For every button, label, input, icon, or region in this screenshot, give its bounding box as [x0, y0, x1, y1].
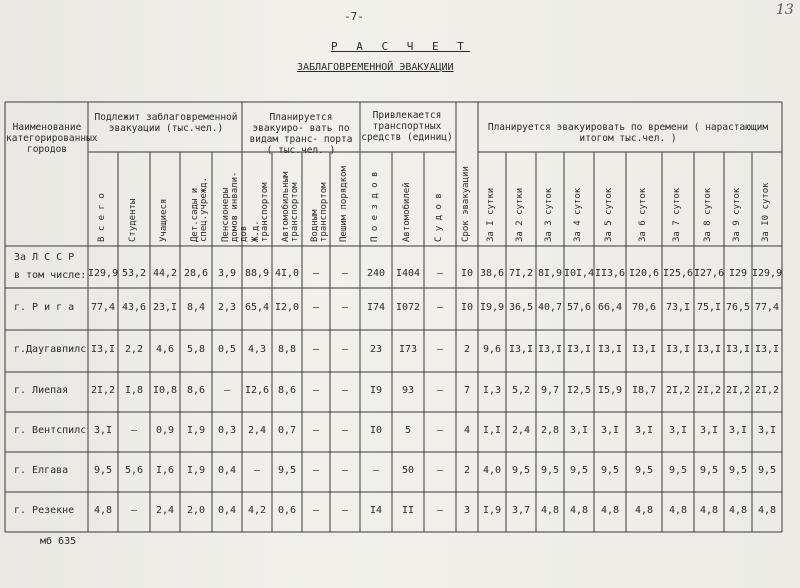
- table-cell: 4,2: [247, 505, 267, 516]
- table-cell: 3,I: [668, 425, 688, 436]
- table-cell: I,8: [124, 385, 144, 396]
- table-cell: 240: [366, 268, 386, 279]
- table-cell: 40,7: [537, 302, 563, 313]
- table-cell: I3,I: [566, 344, 592, 355]
- table-cell: I3,I: [508, 344, 534, 355]
- table-cell: –: [312, 302, 320, 313]
- table-cell: 4,8: [634, 505, 654, 516]
- column-header-13: Срок эвакуации: [461, 166, 471, 242]
- table-cell: I,9: [186, 465, 206, 476]
- table-cell: 4,8: [600, 505, 620, 516]
- table-cell: 0,7: [277, 425, 297, 436]
- table-cell: 9,6: [482, 344, 502, 355]
- table-cell: 0,9: [155, 425, 175, 436]
- table-cell: I0: [460, 302, 474, 313]
- table-cell: 76,5: [725, 302, 751, 313]
- table-cell: II3,6: [594, 268, 626, 279]
- column-header-18: За 5 суток: [604, 187, 614, 242]
- column-header-4: Дет.сады и спец.учрежд.: [190, 176, 209, 242]
- table-cell: 8,6: [186, 385, 206, 396]
- table-cell: I0: [460, 268, 474, 279]
- table-cell: I,9: [186, 425, 206, 436]
- table-cell: 7: [463, 385, 471, 396]
- table-cell: 23: [369, 344, 383, 355]
- table-cell: 4,8: [668, 505, 688, 516]
- column-header-23: За I0 суток: [761, 182, 771, 242]
- table-cell: 3,I: [634, 425, 654, 436]
- table-cell: 9,5: [93, 465, 113, 476]
- table-cell: I9: [369, 385, 383, 396]
- row-city-name: г. Лиепая: [14, 385, 69, 396]
- header-group-transport: Планируется эвакуиро- вать по видам транс- порта ( тыс.чел. ): [249, 112, 353, 156]
- row-city-name: г. Р и г а: [14, 302, 75, 313]
- table-cell: 8,8: [277, 344, 297, 355]
- table-cell: II: [401, 505, 415, 516]
- table-cell: 2,8: [540, 425, 560, 436]
- table-cell: I74: [366, 302, 386, 313]
- document-title: Р А С Ч Е Т: [331, 40, 470, 53]
- table-cell: I29: [728, 268, 748, 279]
- table-cell: 66,4: [597, 302, 623, 313]
- table-cell: –: [223, 385, 231, 396]
- table-cell: –: [341, 465, 349, 476]
- table-cell: –: [436, 385, 444, 396]
- table-cell: 9,5: [540, 465, 560, 476]
- table-cell: 2I,2: [725, 385, 751, 396]
- table-cell: 9,5: [699, 465, 719, 476]
- column-header-21: За 8 суток: [703, 187, 713, 242]
- table-cell: 70,6: [631, 302, 657, 313]
- table-cell: 44,2: [152, 268, 178, 279]
- row-city-name: г.Даугавпилс: [14, 344, 87, 355]
- table-cell: I4: [369, 505, 383, 516]
- footer-code: мб 635: [40, 536, 77, 547]
- table-cell: I8,7: [631, 385, 657, 396]
- table-cell: 9,5: [668, 465, 688, 476]
- table-cell: 4,6: [155, 344, 175, 355]
- table-cell: 75,I: [696, 302, 722, 313]
- table-cell: 4,8: [540, 505, 560, 516]
- table-cell: 9,5: [569, 465, 589, 476]
- table-cell: –: [253, 465, 261, 476]
- table-cell: 2: [463, 344, 471, 355]
- table-cell: I2,0: [274, 302, 300, 313]
- table-cell: 3,9: [217, 268, 237, 279]
- table-cell: 4,3: [247, 344, 267, 355]
- table-cell: I3,I: [696, 344, 722, 355]
- table-cell: 9,5: [728, 465, 748, 476]
- column-header-9: Пешим порядком: [339, 166, 349, 242]
- table-cell: 53,2: [121, 268, 147, 279]
- table-cell: –: [436, 302, 444, 313]
- table-cell: 57,6: [566, 302, 592, 313]
- table-cell: 2,0: [186, 505, 206, 516]
- table-cell: 73,I: [665, 302, 691, 313]
- table-cell: 43,6: [121, 302, 147, 313]
- table-cell: 2I,2: [90, 385, 116, 396]
- document-subtitle: ЗАБЛАГОВРЕМЕННОЙ ЭВАКУАЦИИ: [297, 62, 454, 73]
- table-cell: –: [341, 344, 349, 355]
- table-cell: I072: [395, 302, 421, 313]
- column-header-7: Автомобильным транспортом: [281, 171, 300, 242]
- column-header-16: За 3 суток: [544, 187, 554, 242]
- table-cell: I0: [369, 425, 383, 436]
- table-cell: 2,4: [511, 425, 531, 436]
- table-cell: 23,I: [152, 302, 178, 313]
- column-header-15: За 2 сутки: [515, 187, 525, 242]
- table-cell: 3,I: [728, 425, 748, 436]
- table-cell: 5: [404, 425, 412, 436]
- header-group-subject: Подлежит заблаговременной эвакуации (тыс.чел.): [94, 112, 238, 134]
- table-cell: I404: [395, 268, 421, 279]
- table-cell: 93: [401, 385, 415, 396]
- table-cell: 2: [463, 465, 471, 476]
- table-cell: –: [312, 385, 320, 396]
- table-cell: –: [436, 344, 444, 355]
- table-cell: –: [372, 465, 380, 476]
- table-cell: 9,5: [634, 465, 654, 476]
- column-header-19: За 6 суток: [638, 187, 648, 242]
- table-cell: 28,6: [183, 268, 209, 279]
- table-cell: –: [312, 344, 320, 355]
- table-cell: –: [312, 505, 320, 516]
- table-cell: 77,4: [90, 302, 116, 313]
- table-cell: 7I,2: [508, 268, 534, 279]
- column-header-2: Студенты: [128, 198, 138, 242]
- table-cell: –: [130, 505, 138, 516]
- table-cell: 2,4: [155, 505, 175, 516]
- table-cell: 3,I: [600, 425, 620, 436]
- table-cell: I9,9: [479, 302, 505, 313]
- table-cell: –: [436, 268, 444, 279]
- row-city-name: г. Елгава: [14, 465, 69, 476]
- table-cell: I,9: [482, 505, 502, 516]
- column-header-11: Автомобилей: [402, 182, 412, 242]
- table-cell: 3,I: [757, 425, 777, 436]
- table-cell: 4I,0: [274, 268, 300, 279]
- table-cell: –: [341, 268, 349, 279]
- column-header-10: П о е з д о в: [370, 171, 380, 242]
- table-cell: 4,8: [569, 505, 589, 516]
- table-cell: –: [436, 425, 444, 436]
- table-cell: 2I,2: [754, 385, 780, 396]
- table-cell: I73: [398, 344, 418, 355]
- table-cell: I,3: [482, 385, 502, 396]
- table-cell: –: [436, 465, 444, 476]
- column-header-8: Водным транспортом: [310, 182, 329, 242]
- table-cell: I,6: [155, 465, 175, 476]
- column-header-17: За 4 суток: [573, 187, 583, 242]
- table-cell: I25,6: [662, 268, 694, 279]
- table-cell: 36,5: [508, 302, 534, 313]
- row-city-name: г. Резекне: [14, 505, 75, 516]
- table-cell: 0,4: [217, 465, 237, 476]
- column-header-22: За 9 суток: [732, 187, 742, 242]
- table-cell: 50: [401, 465, 415, 476]
- table-cell: 9,5: [277, 465, 297, 476]
- table-cell: 9,7: [540, 385, 560, 396]
- table-cell: I3,I: [665, 344, 691, 355]
- table-cell: 5,2: [511, 385, 531, 396]
- table-cell: 0,5: [217, 344, 237, 355]
- table-cell: I3,I: [597, 344, 623, 355]
- page-number: -7-: [344, 10, 364, 23]
- table-cell: 9,5: [757, 465, 777, 476]
- table-cell: 0,4: [217, 505, 237, 516]
- table-cell: I3,I: [537, 344, 563, 355]
- table-cell: 4,0: [482, 465, 502, 476]
- table-cell: 38,6: [479, 268, 505, 279]
- table-cell: 4: [463, 425, 471, 436]
- table-cell: 2I,2: [665, 385, 691, 396]
- table-cell: 77,4: [754, 302, 780, 313]
- table-cell: –: [312, 268, 320, 279]
- row-subtitle: в том числе:: [14, 270, 87, 281]
- table-cell: I2,6: [244, 385, 270, 396]
- table-cell: 65,4: [244, 302, 270, 313]
- table-cell: I29,9: [88, 268, 119, 279]
- table-cell: I3,I: [754, 344, 780, 355]
- column-header-12: С у д о в: [434, 193, 444, 242]
- header-group-time: Планируется эвакуировать по времени ( нарастающим итогом тыс.чел. ): [487, 122, 769, 144]
- table-cell: 5,8: [186, 344, 206, 355]
- table-cell: 4,8: [93, 505, 113, 516]
- table-cell: I0,8: [152, 385, 178, 396]
- table-cell: 4,8: [728, 505, 748, 516]
- table-cell: 3,7: [511, 505, 531, 516]
- row-city-name: г. Вентспилс: [14, 425, 87, 436]
- table-cell: I27,6: [694, 268, 725, 279]
- table-cell: 8,6: [277, 385, 297, 396]
- column-header-3: Учащиеся: [159, 198, 169, 242]
- column-header-5: Пенсионеры домов инвали- дов: [221, 171, 249, 242]
- table-cell: 2,2: [124, 344, 144, 355]
- table-cell: –: [341, 302, 349, 313]
- table-cell: –: [341, 425, 349, 436]
- table-cell: –: [312, 465, 320, 476]
- table-cell: 4,8: [699, 505, 719, 516]
- table-cell: I,I: [482, 425, 502, 436]
- table-cell: –: [341, 505, 349, 516]
- column-header-20: За 7 суток: [672, 187, 682, 242]
- table-cell: –: [436, 505, 444, 516]
- header-group-vehicles: Привлекается транспортных средств (единиц): [361, 110, 453, 143]
- table-cell: –: [312, 425, 320, 436]
- table-cell: I3,I: [631, 344, 657, 355]
- table-cell: 3,I: [569, 425, 589, 436]
- table-cell: 4,8: [757, 505, 777, 516]
- header-city-name: Наименование категорированных городов: [6, 122, 98, 155]
- table-cell: 3: [463, 505, 471, 516]
- column-header-6: Ж.д. транспортом: [251, 182, 270, 242]
- table-cell: I5,9: [597, 385, 623, 396]
- table-cell: 9,5: [600, 465, 620, 476]
- table-cell: 8I,9: [537, 268, 563, 279]
- table-cell: 5,6: [124, 465, 144, 476]
- table-cell: 88,9: [244, 268, 270, 279]
- table-cell: –: [130, 425, 138, 436]
- table-cell: 2,4: [247, 425, 267, 436]
- table-cell: 9,5: [511, 465, 531, 476]
- table-cell: 0,3: [217, 425, 237, 436]
- table-cell: 3,I: [699, 425, 719, 436]
- table-cell: 2,3: [217, 302, 237, 313]
- table-cell: I2,5: [566, 385, 592, 396]
- table-cell: 3,I: [93, 425, 113, 436]
- table-cell: I20,6: [628, 268, 660, 279]
- column-header-14: За I сутки: [486, 187, 496, 242]
- column-header-1: В с е г о: [97, 193, 107, 242]
- table-cell: I29,9: [752, 268, 783, 279]
- table-cell: I3,I: [725, 344, 751, 355]
- table-cell: 8,4: [186, 302, 206, 313]
- table-cell: 0,6: [277, 505, 297, 516]
- table-cell: 2I,2: [696, 385, 722, 396]
- table-cell: –: [341, 385, 349, 396]
- handwritten-page-mark: 13: [776, 2, 794, 18]
- table-cell: I3,I: [90, 344, 116, 355]
- table-cell: I0I,4: [564, 268, 595, 279]
- row-city-name: За Л С С Р: [14, 252, 75, 263]
